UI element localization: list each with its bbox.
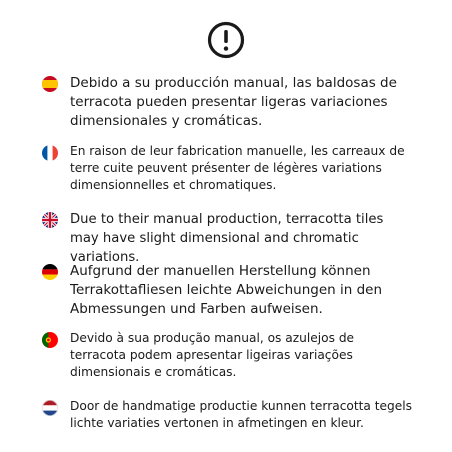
notice-de [42, 262, 412, 319]
notice-es [42, 74, 412, 131]
netherlands-flag-icon [42, 400, 58, 416]
notice-fr [42, 143, 412, 194]
france-flag-icon [42, 145, 58, 161]
notice-text-en: Due to their manual production, terracotta tiles may have slight dimensional and chromatic variations. [70, 212, 384, 265]
spain-flag-icon [42, 76, 58, 92]
notice-text-pt: Devido à sua produção manual, os azulejos de terracota podem apresentar ligeiras variações dimensionais e cromáticas. [70, 331, 355, 379]
notice-nl [42, 398, 412, 432]
germany-flag-icon [42, 264, 58, 280]
notice-text-nl: Door de handmatige productie kunnen terracotta tegels lichte variaties vertonen in afmetingen en kleur. [70, 399, 412, 430]
notice-en [42, 210, 412, 267]
notice-text-de: Aufgrund der manuellen Herstellung können Terrakottafliesen leichte Abweichungen in den Abmessungen und Farben aufweisen. [70, 263, 383, 317]
uk-flag-icon [42, 212, 58, 228]
notice-text-es: Debido a su producción manual, las baldosas de terracota pueden presentar ligeras variaciones dimensionales y cromáticas. [70, 75, 397, 129]
portugal-flag-icon [42, 332, 58, 348]
notice-text-fr: En raison de leur fabrication manuelle, les carreaux de terre cuite peuvent présenter de légères variations dimensionnelles et chromatiques. [70, 144, 405, 192]
exclamation-circle-icon [206, 20, 246, 60]
notice-pt [42, 330, 412, 381]
